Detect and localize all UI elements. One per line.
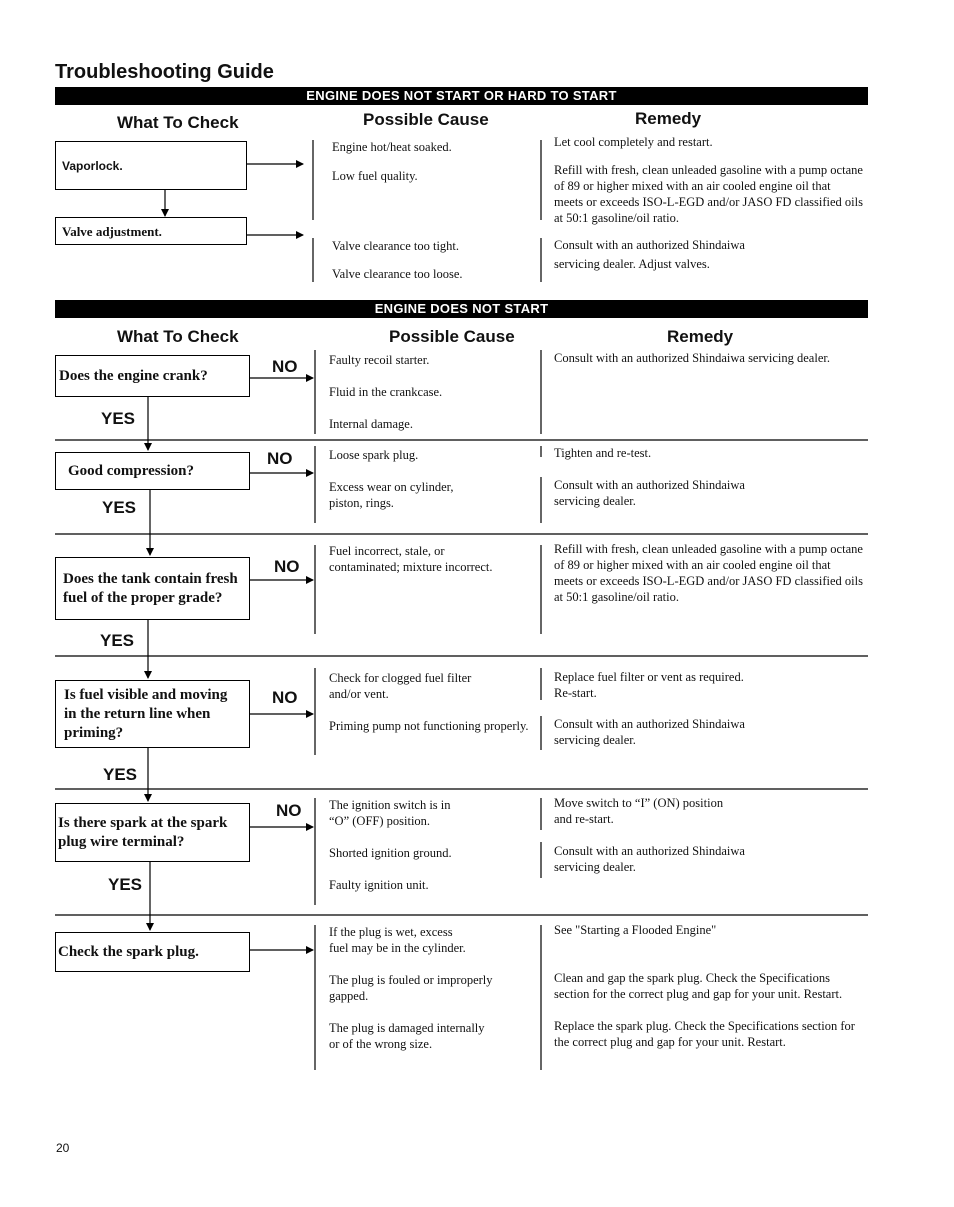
cause-text: The plug is fouled or improperly gapped.: [329, 973, 493, 1003]
no-label: NO: [267, 449, 293, 468]
no-label: NO: [272, 357, 298, 376]
column-header-cause: Possible Cause: [389, 327, 515, 346]
remedy-text: Let cool completely and restart.: [554, 135, 713, 149]
check-box-vaporlock: Vaporlock.: [55, 141, 247, 190]
check-box-compression: Good compression?: [55, 452, 250, 490]
cause-text: Valve clearance too loose.: [332, 267, 463, 281]
remedy-text: See "Starting a Flooded Engine": [554, 923, 717, 937]
remedy-text: Tighten and re-test.: [554, 446, 652, 460]
cause-text: The ignition switch is in “O” (OFF) position.: [329, 798, 451, 828]
remedy-text: Consult with an authorized Shindaiwa servicing dealer.: [554, 351, 830, 365]
remedy-text: Move switch to “I” (ON) position and re-start.: [554, 796, 724, 826]
column-header-remedy: Remedy: [667, 327, 734, 346]
check-box-spark: Is there spark at the spark plug wire terminal?: [55, 803, 250, 862]
no-label: NO: [276, 801, 302, 820]
section-header-does-not-start: ENGINE DOES NOT START: [55, 300, 868, 318]
remedy-text: Consult with an authorized Shindaiwa servicing dealer.: [554, 478, 745, 508]
remedy-text: Refill with fresh, clean unleaded gasoline with a pump octane of 89 or higher mixed with an air cooled engine oil that meets or exceeds ISO-L-EGD and/or JASO FD classified oils at 50:1 gasoline/oil ratio.: [554, 163, 863, 225]
remedy-text: Consult with an authorized Shindaiwa: [554, 238, 745, 252]
yes-label: YES: [108, 875, 143, 894]
check-box-return-line: Is fuel visible and moving in the return line when priming?: [55, 680, 250, 748]
yes-label: YES: [103, 765, 138, 784]
cause-text: The plug is damaged internally or of the wrong size.: [329, 1021, 485, 1051]
page-number: 20: [56, 1141, 70, 1155]
section-header-hard-to-start: ENGINE DOES NOT START OR HARD TO START: [55, 87, 868, 105]
cause-text: If the plug is wet, excess fuel may be in the cylinder.: [329, 925, 466, 955]
cause-text: Low fuel quality.: [332, 169, 418, 183]
remedy-text: Consult with an authorized Shindaiwa servicing dealer.: [554, 717, 745, 747]
cause-text: Priming pump not functioning properly.: [329, 719, 529, 733]
remedy-text: Refill with fresh, clean unleaded gasoline with a pump octane of 89 or higher mixed with an air cooled engine oil that meets or exceeds ISO-L-EGD and/or JASO FD classified oils at 50:1 gasoline/oil ratio.: [554, 542, 863, 604]
no-label: NO: [274, 557, 300, 576]
check-box-engine-crank: Does the engine crank?: [55, 355, 250, 397]
yes-label: YES: [102, 498, 137, 517]
column-header-cause: Possible Cause: [363, 110, 489, 129]
cause-text: Check for clogged fuel filter and/or vent.: [329, 671, 472, 701]
remedy-text: Consult with an authorized Shindaiwa servicing dealer.: [554, 844, 745, 874]
yes-label: YES: [101, 409, 136, 428]
cause-text: Fuel incorrect, stale, or contaminated; mixture incorrect.: [329, 544, 493, 574]
cause-text: Excess wear on cylinder, piston, rings.: [329, 480, 454, 510]
remedy-text: Replace the spark plug. Check the Specifications section for the correct plug and gap for your unit. Restart.: [554, 1019, 855, 1049]
check-box-spark-plug: Check the spark plug.: [55, 932, 250, 972]
cause-text: Internal damage.: [329, 417, 413, 431]
no-label: NO: [272, 688, 298, 707]
remedy-text: servicing dealer. Adjust valves.: [554, 257, 710, 271]
yes-label: YES: [100, 631, 135, 650]
page-title: Troubleshooting Guide: [55, 61, 274, 83]
column-header-check: What To Check: [117, 327, 239, 346]
cause-text: Valve clearance too tight.: [332, 239, 460, 253]
cause-text: Faulty ignition unit.: [329, 878, 429, 892]
check-box-fuel-grade: Does the tank contain fresh fuel of the proper grade?: [55, 557, 250, 620]
column-header-remedy: Remedy: [635, 109, 702, 128]
cause-text: Fluid in the crankcase.: [329, 385, 443, 399]
check-box-valve-adjustment: Valve adjustment.: [55, 217, 247, 245]
cause-text: Engine hot/heat soaked.: [332, 140, 452, 154]
cause-text: Shorted ignition ground.: [329, 846, 452, 860]
cause-text: Loose spark plug.: [329, 448, 419, 462]
cause-text: Faulty recoil starter.: [329, 353, 430, 367]
column-header-check: What To Check: [117, 113, 239, 132]
remedy-text: Clean and gap the spark plug. Check the Specifications section for the correct plug and gap for your unit. Restart.: [554, 971, 843, 1001]
remedy-text: Replace fuel filter or vent as required. Re-start.: [554, 670, 744, 700]
